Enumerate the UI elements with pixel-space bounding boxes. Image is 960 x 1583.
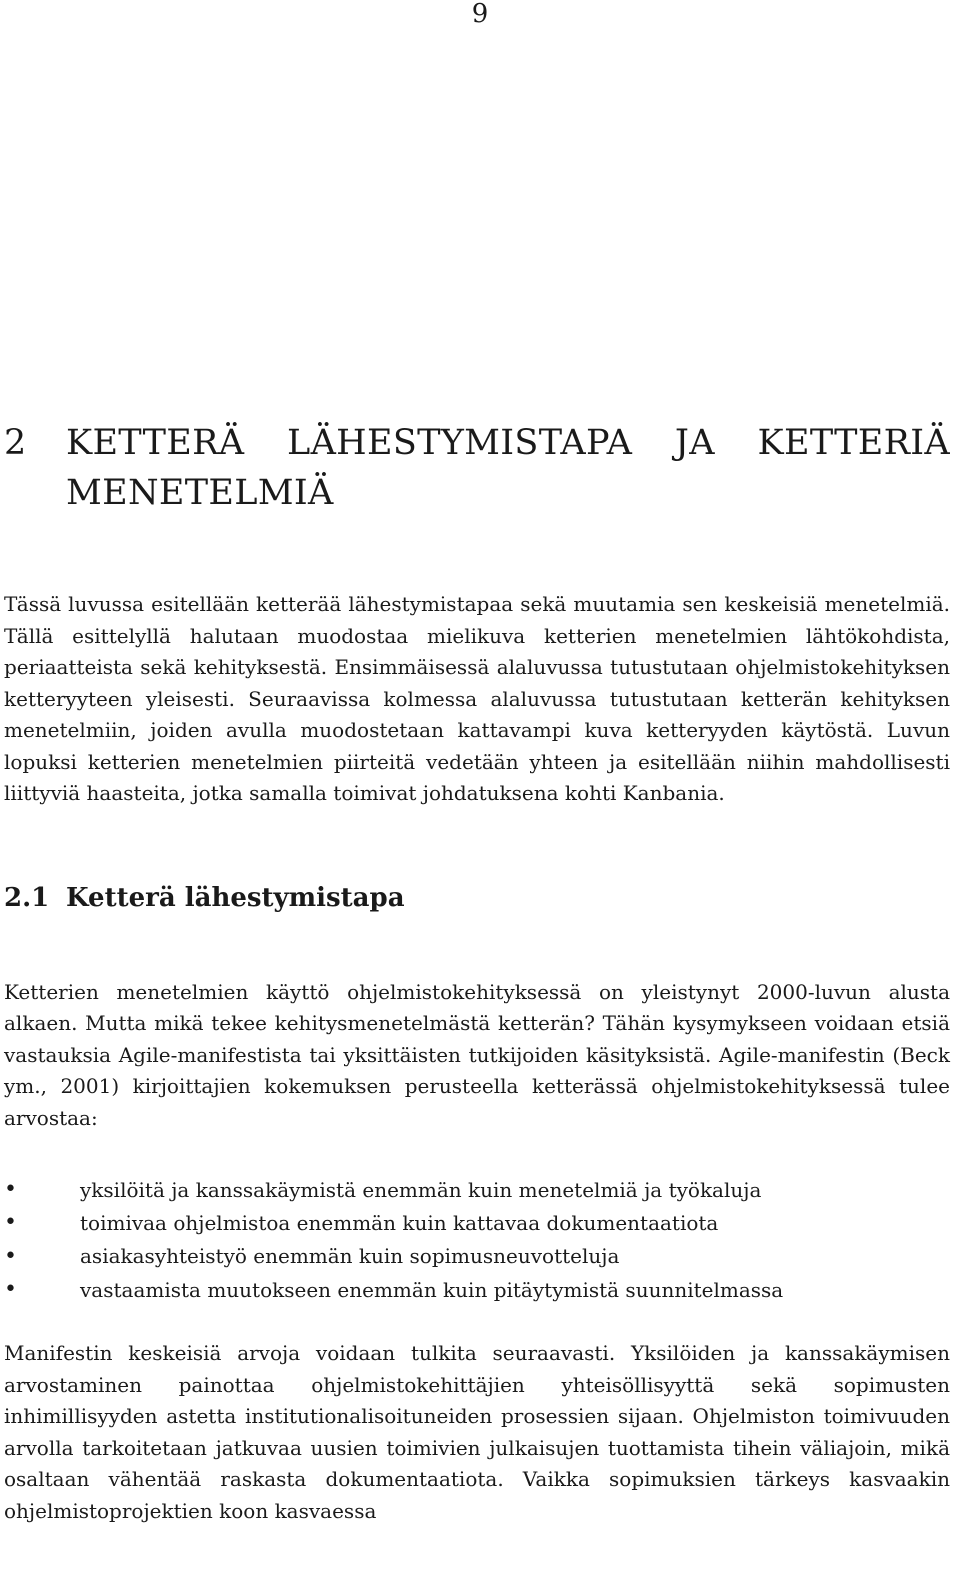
list-item-text: toimivaa ohjelmistoa enemmän kuin kattavaa dokumentaatiota: [80, 1210, 719, 1235]
list-item: [4, 1240, 950, 1273]
list-item: [4, 1206, 950, 1239]
list-item: [4, 1173, 950, 1206]
page-number: 9: [471, 0, 489, 29]
section-number: 2.1: [4, 882, 50, 913]
chapter-intro-paragraph: Tässä luvussa esitellään ketterää lähestymistapaa sekä muutamia sen keskeisiä menetelmiä. Tällä esittelyllä halutaan muodostaa mielikuva ketterien menetelmien lähtökohdista, periaatteista sekä kehityksestä. Ensimmäisessä alaluvussa tutustutaan ohjelmistokehityksen ketteryyteen yleisesti. Seuraavissa kolmessa alaluvussa tutustutaan ketterän kehityksen menetelmiin, joiden avulla muodostetaan kattavampi kuva ketteryyden käytöstä. Luvun lopuksi ketterien menetelmien piirteitä vedetään yhteen ja esitellään niihin mahdollisesti liittyviä haasteita, jotka samalla toimivat johdatuksena kohti Kanbania.: [4, 592, 950, 805]
section-heading: [4, 881, 950, 915]
list-item: [4, 1273, 950, 1306]
list-item-text: vastaamista muutokseen enemmän kuin pitäytymistä suunnitelmassa: [80, 1277, 784, 1302]
section-paragraph: Ketterien menetelmien käyttö ohjelmistokehityksessä on yleistynyt 2000-luvun alusta alkaen. Mutta mikä tekee kehitysmenetelmästä ketterän? Tähän kysymykseen voidaan etsiä vastauksia Agile-manifestista tai yksittäisten tutkijoiden käsityksistä. Agile-manifestin (Beck ym., 2001) kirjoittajien kokemuksen perusteella ketterässä ohjelmistokehityksessä tulee arvostaa:: [4, 979, 950, 1130]
section-title: Ketterä lähestymistapa: [66, 882, 405, 913]
bullet-icon: •: [4, 1277, 17, 1303]
chapter-title: KETTERÄ LÄHESTYMISTAPA JA KETTERIÄ MENETELMIÄ: [66, 423, 950, 513]
bullet-icon: •: [4, 1177, 17, 1203]
bullet-icon: •: [4, 1243, 17, 1269]
closing-paragraph: Manifestin keskeisiä arvoja voidaan tulkita seuraavasti. Yksilöiden ja kanssakäymisen arvostaminen painottaa ohjelmistokehittäjien yhteisöllisyyttä sekä sopimusten inhimillisyyden astetta institutionalisoituneiden prosessien sijaan. Ohjelmiston toimivuuden arvolla tarkoitetaan jatkuvaa uusien toimivien julkaisujen tuottamista tihein väliajoin, mikä osaltaan vähentää raskasta dokumentaatiota. Vaikka sopimuksien tärkeys kasvaakin ohjelmistoprojektien koon kasvaessa: [4, 1341, 950, 1523]
page-content: [4, 418, 950, 1527]
list-item-text: asiakasyhteistyö enemmän kuin sopimusneuvotteluja: [80, 1244, 620, 1269]
chapter-number: 2: [4, 423, 27, 463]
chapter-heading: [4, 418, 950, 518]
agile-values-list: [4, 1173, 950, 1306]
list-item-text: yksilöitä ja kanssakäymistä enemmän kuin menetelmiä ja työkaluja: [80, 1177, 762, 1202]
bullet-icon: •: [4, 1210, 17, 1236]
